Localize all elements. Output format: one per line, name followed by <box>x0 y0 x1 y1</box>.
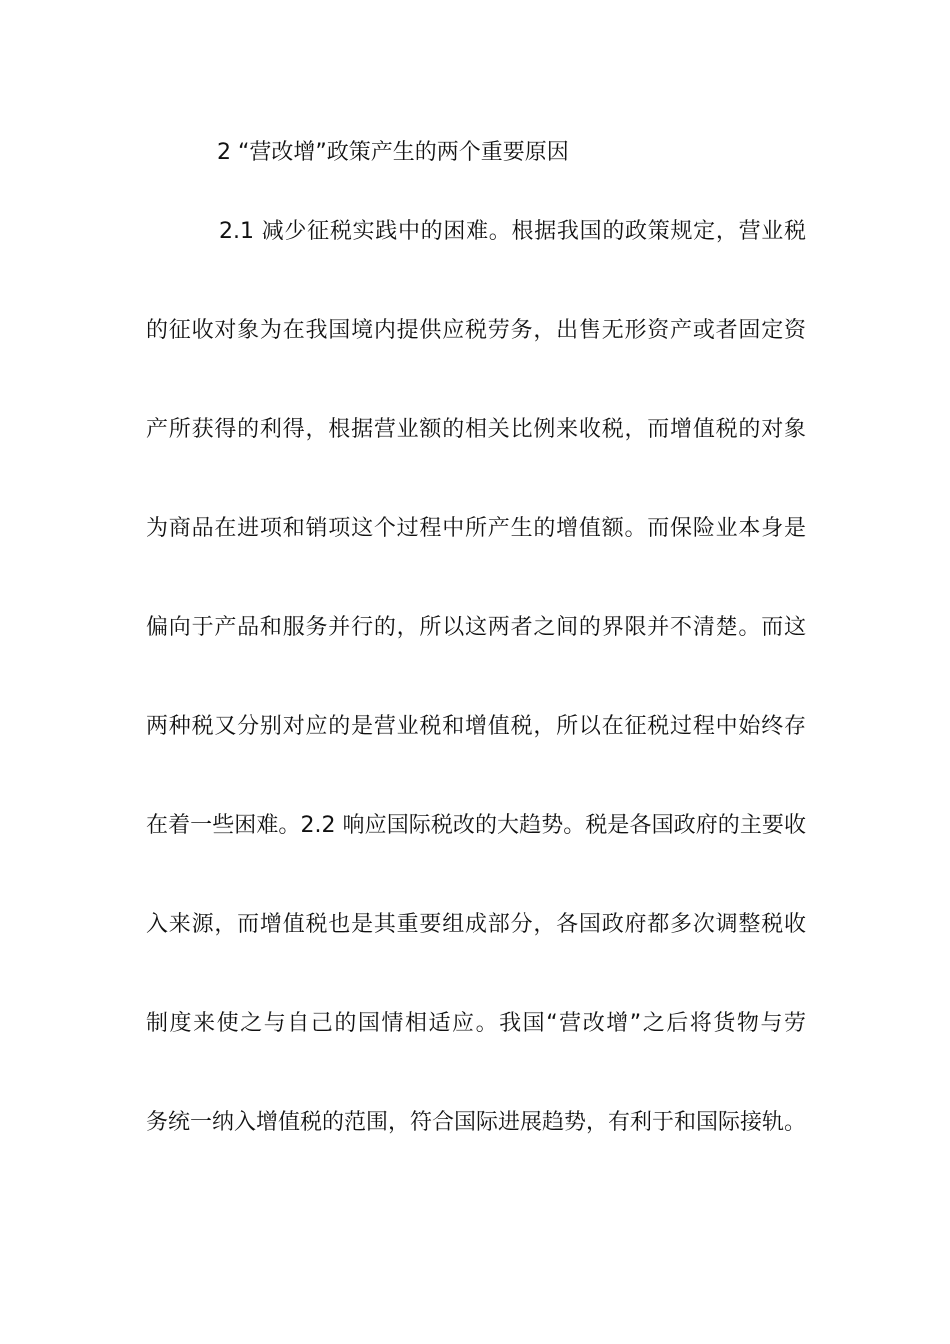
paragraph-line: 制度来使之与自己的国情相适应。我国“营改增”之后将货物与劳 <box>146 1011 806 1036</box>
paragraph-line: 在着一些困难。2.2 响应国际税改的大趋势。税是各国政府的主要收 <box>146 813 806 838</box>
paragraph-line: 入来源，而增值税也是其重要组成部分，各国政府都多次调整税收 <box>146 912 806 937</box>
section-heading: 2 “营改增”政策产生的两个重要原因 <box>217 140 569 165</box>
paragraph-line: 的征收对象为在我国境内提供应税劳务，出售无形资产或者固定资 <box>146 318 806 343</box>
paragraph-line: 务统一纳入增值税的范围，符合国际进展趋势，有利于和国际接轨。 <box>146 1110 807 1135</box>
paragraph-line: 偏向于产品和服务并行的，所以这两者之间的界限并不清楚。而这 <box>146 615 806 640</box>
paragraph-line: 2.1 减少征税实践中的困难。根据我国的政策规定，营业税 <box>219 219 806 244</box>
paragraph-line: 产所获得的利得，根据营业额的相关比例来收税，而增值税的对象 <box>146 417 806 442</box>
paragraph-line: 为商品在进项和销项这个过程中所产生的增值额。而保险业本身是 <box>146 516 806 541</box>
paragraph-line: 两种税又分别对应的是营业税和增值税，所以在征税过程中始终存 <box>146 714 806 739</box>
body-paragraph <box>146 215 806 1205</box>
